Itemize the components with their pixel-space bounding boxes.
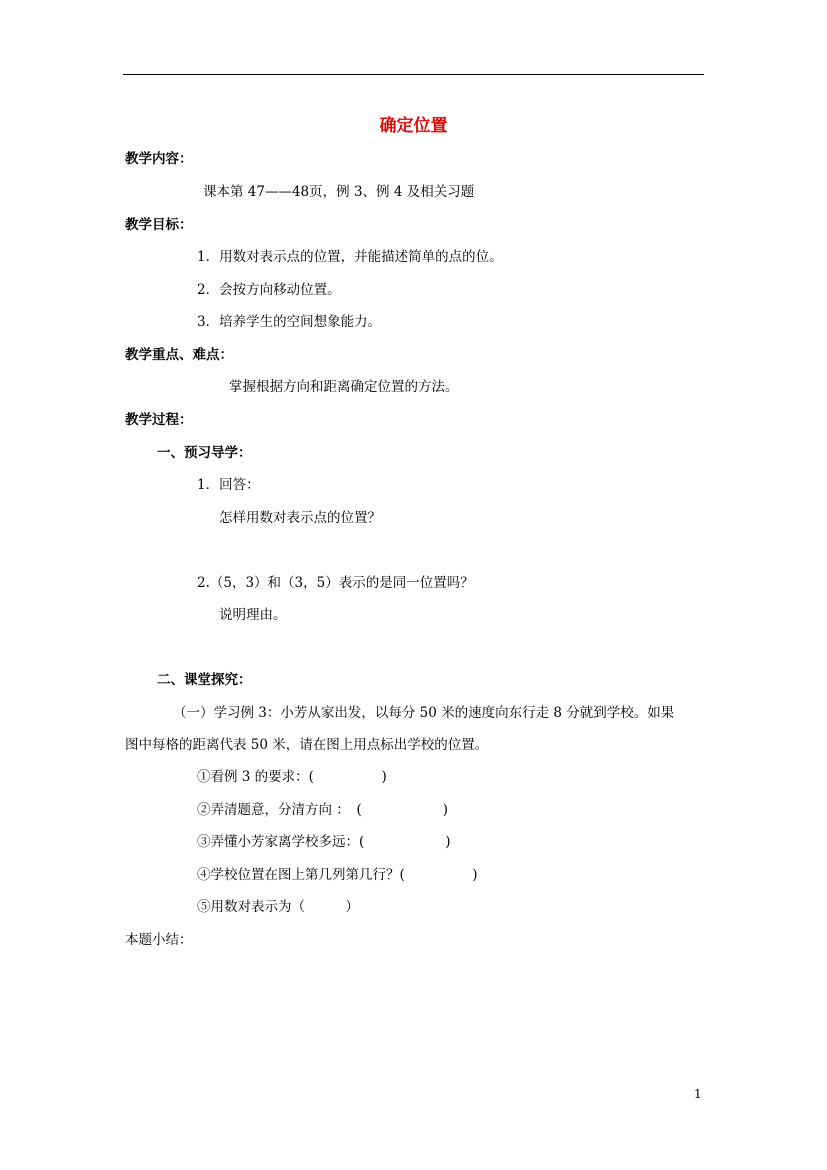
- section-heading-content: 教学内容：: [125, 151, 193, 167]
- section-heading-goals: 教学目标：: [125, 217, 193, 233]
- keypoints-text: 掌握根据方向和距离确定位置的方法。: [229, 379, 459, 395]
- question-2-sub: 说明理由。: [219, 607, 287, 623]
- question-1-text: 怎样用数对表示点的位置？: [219, 510, 381, 526]
- page-number: 1: [694, 1087, 702, 1101]
- example-line-1: （一）学习例 3：小芳从家出发，以每分 50 米的速度向东行走 8 分就到学校。如果: [173, 705, 675, 721]
- document-title: 确定位置: [379, 116, 448, 136]
- goal-item-3: 3．培养学生的空间想象能力。: [197, 314, 382, 330]
- step-item-1: ①看例 3 的要求：( ): [197, 769, 387, 785]
- part2-heading: 二、课堂探究：: [157, 672, 252, 688]
- goal-item-1: 1．用数对表示点的位置，并能描述简单的点的位。: [197, 249, 503, 265]
- question-2-text: 2.（5，3）和（3，5）表示的是同一位置吗？: [197, 575, 474, 591]
- section-heading-process: 教学过程：: [125, 412, 193, 428]
- goal-item-2: 2．会按方向移动位置。: [197, 282, 341, 298]
- step-item-2: ②弄清题意，分清方向 ： ( ): [197, 802, 449, 818]
- content-text: 课本第 47——48页，例 3、例 4 及相关习题: [203, 184, 475, 200]
- step-item-4: ④学校位置在图上第几列第几行？( ): [197, 867, 478, 883]
- step-item-5: ⑤用数对表示为（ ）: [197, 899, 359, 915]
- summary-label: 本题小结：: [125, 932, 193, 948]
- header-rule: [123, 74, 704, 75]
- section-heading-keypoints: 教学重点、难点：: [125, 347, 233, 363]
- part1-heading: 一、预习导学：: [157, 445, 252, 461]
- example-line-2: 图中每格的距离代表 50 米，请在图上用点标出学校的位置。: [125, 737, 489, 753]
- step-item-3: ③弄懂小芳家离学校多远：( ): [197, 834, 451, 850]
- question-1-label: 1．回答：: [197, 477, 260, 493]
